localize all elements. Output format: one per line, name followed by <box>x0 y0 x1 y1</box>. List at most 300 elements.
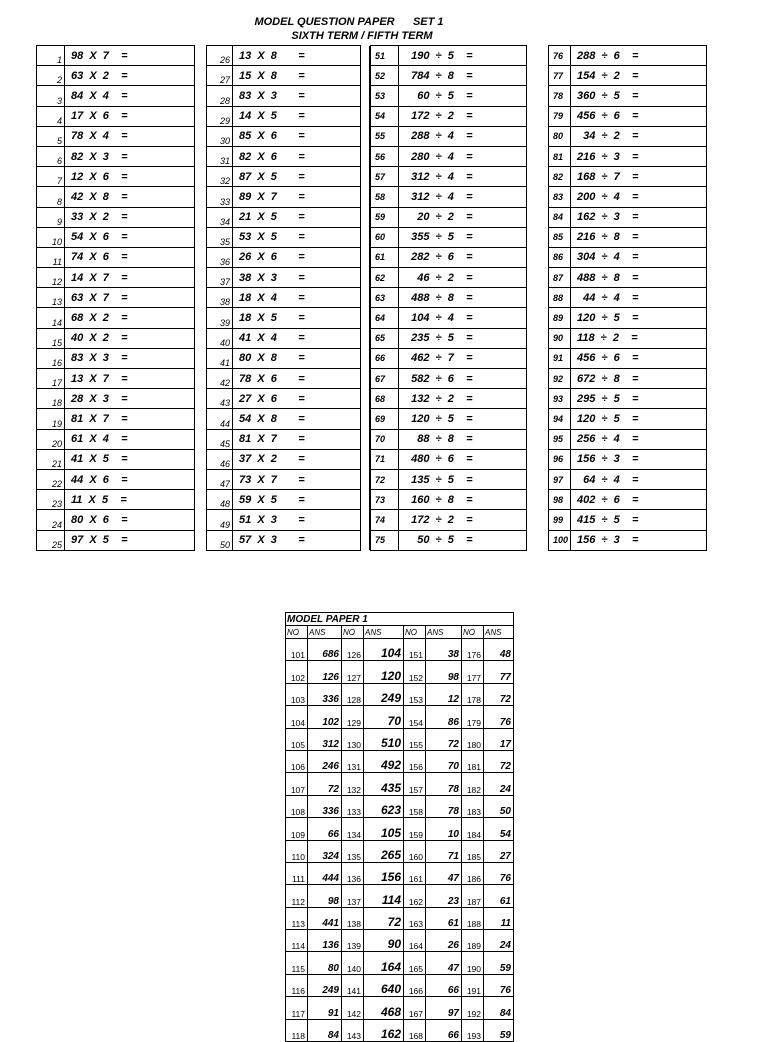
answer-number: 188 <box>462 907 484 929</box>
answer-number: 164 <box>404 930 426 952</box>
question-row <box>549 207 707 227</box>
answer-number: 102 <box>286 661 308 683</box>
question-number: 31 <box>207 146 233 166</box>
question-row <box>207 429 370 449</box>
answer-value: 12 <box>426 683 462 705</box>
question-expression: 295 ÷ 5 = <box>571 389 707 409</box>
answer-number: 189 <box>462 930 484 952</box>
question-expression: 12 X 6 = <box>65 167 195 187</box>
question-number: 76 <box>549 46 571 66</box>
question-row <box>37 187 195 207</box>
question-number: 3 <box>37 86 65 106</box>
question-expression: 13 X 7 = <box>65 369 195 389</box>
question-row <box>207 510 370 530</box>
answer-row <box>286 930 514 952</box>
question-block-4 <box>548 45 707 551</box>
question-number: 21 <box>37 449 65 469</box>
question-number: 54 <box>371 106 399 126</box>
question-expression: 11 X 5 = <box>65 490 195 510</box>
question-row <box>549 146 707 166</box>
question-row <box>371 66 527 86</box>
question-row <box>371 106 527 126</box>
answer-value: 105 <box>364 818 404 840</box>
question-row <box>37 106 195 126</box>
question-expression: 42 X 8 = <box>65 187 195 207</box>
question-row <box>207 126 370 146</box>
question-row <box>549 46 707 66</box>
question-row <box>371 247 527 267</box>
question-number: 26 <box>207 46 233 66</box>
question-expression: 14 X 7 = <box>65 268 195 288</box>
answer-value: 102 <box>308 706 342 728</box>
question-expression: 415 ÷ 5 = <box>571 510 707 530</box>
question-expression: 480 ÷ 6 = <box>399 449 527 469</box>
question-expression: 89 X 7 = <box>233 187 361 207</box>
question-row <box>37 227 195 247</box>
question-number: 52 <box>371 66 399 86</box>
answer-col-no-header: NO <box>342 626 364 639</box>
question-expression: 41 X 4 = <box>233 328 361 348</box>
question-expression: 18 X 5 = <box>233 308 361 328</box>
question-number: 74 <box>371 510 399 530</box>
answer-value: 50 <box>484 795 514 817</box>
answer-row <box>286 728 514 750</box>
question-row <box>549 389 707 409</box>
question-row <box>37 46 195 66</box>
question-expression: 120 ÷ 5 = <box>571 409 707 429</box>
answer-number: 112 <box>286 885 308 907</box>
answer-number: 131 <box>342 750 364 772</box>
question-number: 19 <box>37 409 65 429</box>
answer-value: 48 <box>484 639 514 661</box>
spacer-cell <box>361 46 370 66</box>
question-number: 2 <box>37 66 65 86</box>
question-row <box>371 146 527 166</box>
question-expression: 360 ÷ 5 = <box>571 86 707 106</box>
answer-number: 178 <box>462 683 484 705</box>
question-row <box>37 86 195 106</box>
question-expression: 59 X 5 = <box>233 490 361 510</box>
question-number: 22 <box>37 469 65 489</box>
answer-value: 126 <box>308 661 342 683</box>
question-row <box>549 167 707 187</box>
question-row <box>371 409 527 429</box>
question-number: 66 <box>371 348 399 368</box>
answer-row <box>286 639 514 661</box>
question-number: 47 <box>207 469 233 489</box>
question-number: 11 <box>37 247 65 267</box>
question-expression: 97 X 5 = <box>65 530 195 550</box>
answer-value: 17 <box>484 728 514 750</box>
question-number: 64 <box>371 308 399 328</box>
question-row <box>549 530 707 550</box>
answer-row <box>286 952 514 974</box>
question-number: 16 <box>37 348 65 368</box>
answer-number: 152 <box>404 661 426 683</box>
answer-value: 47 <box>426 862 462 884</box>
question-row <box>37 167 195 187</box>
question-row <box>371 308 527 328</box>
question-row <box>549 227 707 247</box>
question-expression: 172 ÷ 2 = <box>399 510 527 530</box>
question-row <box>371 510 527 530</box>
answer-number: 137 <box>342 885 364 907</box>
answer-number: 128 <box>342 683 364 705</box>
spacer-cell <box>361 449 370 469</box>
question-expression: 172 ÷ 2 = <box>399 106 527 126</box>
question-expression: 80 X 6 = <box>65 510 195 530</box>
answer-number: 139 <box>342 930 364 952</box>
answer-row <box>286 974 514 996</box>
answer-number: 185 <box>462 840 484 862</box>
question-expression: 50 ÷ 5 = <box>399 530 527 550</box>
answer-value: 164 <box>364 952 404 974</box>
question-row <box>37 490 195 510</box>
spacer-cell <box>361 389 370 409</box>
answer-value: 510 <box>364 728 404 750</box>
answer-value: 120 <box>364 661 404 683</box>
question-number: 4 <box>37 106 65 126</box>
spacer-cell <box>361 288 370 308</box>
answer-value: 61 <box>484 885 514 907</box>
answer-value: 84 <box>308 1019 342 1041</box>
question-number: 61 <box>371 247 399 267</box>
question-expression: 456 ÷ 6 = <box>571 106 707 126</box>
question-expression: 168 ÷ 7 = <box>571 167 707 187</box>
answer-value: 84 <box>484 997 514 1019</box>
question-number: 98 <box>549 490 571 510</box>
question-row <box>37 247 195 267</box>
answer-row <box>286 750 514 772</box>
question-row <box>371 126 527 146</box>
question-row <box>207 187 370 207</box>
answer-value: 72 <box>364 907 404 929</box>
question-row <box>37 328 195 348</box>
answer-value: 90 <box>364 930 404 952</box>
answer-value: 249 <box>364 683 404 705</box>
question-number: 29 <box>207 106 233 126</box>
question-number: 71 <box>371 449 399 469</box>
answer-number: 184 <box>462 818 484 840</box>
answer-value: 72 <box>426 728 462 750</box>
question-expression: 120 ÷ 5 = <box>571 308 707 328</box>
answer-number: 182 <box>462 773 484 795</box>
answer-number: 167 <box>404 997 426 1019</box>
question-number: 10 <box>37 227 65 247</box>
answer-row <box>286 840 514 862</box>
question-number: 23 <box>37 490 65 510</box>
question-row <box>371 328 527 348</box>
question-number: 99 <box>549 510 571 530</box>
question-number: 63 <box>371 288 399 308</box>
question-expression: 120 ÷ 5 = <box>399 409 527 429</box>
question-row <box>549 369 707 389</box>
question-number: 39 <box>207 308 233 328</box>
paper-title: MODEL QUESTION PAPER SET 1 <box>254 16 444 28</box>
answer-number: 190 <box>462 952 484 974</box>
question-row <box>549 429 707 449</box>
answer-value: 435 <box>364 773 404 795</box>
question-expression: 672 ÷ 8 = <box>571 369 707 389</box>
answer-value: 441 <box>308 907 342 929</box>
question-number: 35 <box>207 227 233 247</box>
answer-value: 76 <box>484 862 514 884</box>
question-expression: 456 ÷ 6 = <box>571 348 707 368</box>
answer-col-ans-header: ANS <box>484 626 514 639</box>
spacer-cell <box>361 126 370 146</box>
question-expression: 132 ÷ 2 = <box>399 389 527 409</box>
question-number: 65 <box>371 328 399 348</box>
answer-value: 59 <box>484 1019 514 1041</box>
question-row <box>207 146 370 166</box>
question-row <box>549 126 707 146</box>
question-row <box>207 167 370 187</box>
question-row <box>37 308 195 328</box>
answer-number: 129 <box>342 706 364 728</box>
question-number: 84 <box>549 207 571 227</box>
question-expression: 288 ÷ 4 = <box>399 126 527 146</box>
question-expression: 81 X 7 = <box>233 429 361 449</box>
question-number: 1 <box>37 46 65 66</box>
answer-number: 101 <box>286 639 308 661</box>
question-number: 78 <box>549 86 571 106</box>
answer-number: 158 <box>404 795 426 817</box>
question-number: 43 <box>207 389 233 409</box>
question-expression: 488 ÷ 8 = <box>399 288 527 308</box>
question-number: 79 <box>549 106 571 126</box>
answer-value: 72 <box>308 773 342 795</box>
question-row <box>371 268 527 288</box>
spacer-cell <box>361 429 370 449</box>
question-expression: 21 X 5 = <box>233 207 361 227</box>
question-expression: 41 X 5 = <box>65 449 195 469</box>
answer-number: 126 <box>342 639 364 661</box>
answer-number: 130 <box>342 728 364 750</box>
answer-row <box>286 795 514 817</box>
question-expression: 63 X 2 = <box>65 66 195 86</box>
question-row <box>37 469 195 489</box>
question-expression: 784 ÷ 8 = <box>399 66 527 86</box>
answer-value: 91 <box>308 997 342 1019</box>
question-number: 30 <box>207 126 233 146</box>
question-row <box>207 530 370 550</box>
question-row <box>549 66 707 86</box>
answer-number: 155 <box>404 728 426 750</box>
question-number: 51 <box>371 46 399 66</box>
question-expression: 83 X 3 = <box>233 86 361 106</box>
question-row <box>207 227 370 247</box>
question-expression: 54 X 6 = <box>65 227 195 247</box>
answer-value: 324 <box>308 840 342 862</box>
answer-number: 133 <box>342 795 364 817</box>
spacer-cell <box>361 187 370 207</box>
question-expression: 78 X 6 = <box>233 369 361 389</box>
spacer-cell <box>361 268 370 288</box>
answer-number: 141 <box>342 974 364 996</box>
question-row <box>549 247 707 267</box>
answer-number: 157 <box>404 773 426 795</box>
question-row <box>207 369 370 389</box>
answer-number: 166 <box>404 974 426 996</box>
question-expression: 462 ÷ 7 = <box>399 348 527 368</box>
answer-value: 10 <box>426 818 462 840</box>
question-expression: 488 ÷ 8 = <box>571 268 707 288</box>
question-number: 70 <box>371 429 399 449</box>
question-row <box>37 126 195 146</box>
question-number: 94 <box>549 409 571 429</box>
question-row <box>371 46 527 66</box>
answer-number: 162 <box>404 885 426 907</box>
answer-value: 24 <box>484 930 514 952</box>
answer-value: 59 <box>484 952 514 974</box>
question-number: 96 <box>549 449 571 469</box>
question-row <box>371 389 527 409</box>
answer-table-title: MODEL PAPER 1 <box>286 613 514 626</box>
question-number: 38 <box>207 288 233 308</box>
answer-value: 104 <box>364 639 404 661</box>
answer-value: 70 <box>426 750 462 772</box>
spacer-cell <box>361 348 370 368</box>
answer-value: 66 <box>426 974 462 996</box>
question-number: 83 <box>549 187 571 207</box>
question-row <box>37 449 195 469</box>
question-expression: 44 X 6 = <box>65 469 195 489</box>
question-number: 72 <box>371 469 399 489</box>
answer-number: 160 <box>404 840 426 862</box>
question-expression: 15 X 8 = <box>233 66 361 86</box>
question-number: 7 <box>37 167 65 187</box>
question-expression: 38 X 3 = <box>233 268 361 288</box>
question-row <box>37 268 195 288</box>
answer-number: 168 <box>404 1019 426 1041</box>
question-block-1 <box>36 45 195 551</box>
question-expression: 74 X 6 = <box>65 247 195 267</box>
answer-value: 162 <box>364 1019 404 1041</box>
answer-number: 186 <box>462 862 484 884</box>
answer-value: 97 <box>426 997 462 1019</box>
question-row <box>371 490 527 510</box>
question-number: 75 <box>371 530 399 550</box>
question-number: 73 <box>371 490 399 510</box>
question-number: 42 <box>207 369 233 389</box>
answer-number: 115 <box>286 952 308 974</box>
question-expression: 44 ÷ 4 = <box>571 288 707 308</box>
answer-value: 444 <box>308 862 342 884</box>
answer-row <box>286 907 514 929</box>
question-row <box>207 207 370 227</box>
answer-number: 127 <box>342 661 364 683</box>
answer-number: 132 <box>342 773 364 795</box>
answer-number: 116 <box>286 974 308 996</box>
answer-value: 336 <box>308 683 342 705</box>
question-expression: 63 X 7 = <box>65 288 195 308</box>
question-expression: 154 ÷ 2 = <box>571 66 707 86</box>
answer-value: 468 <box>364 997 404 1019</box>
question-expression: 88 ÷ 8 = <box>399 429 527 449</box>
answer-number: 154 <box>404 706 426 728</box>
answer-value: 623 <box>364 795 404 817</box>
spacer-cell <box>361 308 370 328</box>
question-expression: 312 ÷ 4 = <box>399 167 527 187</box>
question-expression: 20 ÷ 2 = <box>399 207 527 227</box>
question-expression: 78 X 4 = <box>65 126 195 146</box>
question-row <box>549 348 707 368</box>
spacer-cell <box>361 207 370 227</box>
answer-col-no-header: NO <box>462 626 484 639</box>
question-row <box>37 389 195 409</box>
answer-value: 86 <box>426 706 462 728</box>
answer-value: 312 <box>308 728 342 750</box>
question-row <box>549 328 707 348</box>
question-expression: 18 X 4 = <box>233 288 361 308</box>
question-number: 53 <box>371 86 399 106</box>
question-expression: 156 ÷ 3 = <box>571 530 707 550</box>
question-row <box>37 429 195 449</box>
answer-number: 110 <box>286 840 308 862</box>
question-expression: 216 ÷ 8 = <box>571 227 707 247</box>
question-row <box>549 86 707 106</box>
question-row <box>207 389 370 409</box>
question-row <box>37 530 195 550</box>
question-number: 37 <box>207 268 233 288</box>
answer-number: 180 <box>462 728 484 750</box>
question-number: 20 <box>37 429 65 449</box>
question-number: 15 <box>37 328 65 348</box>
question-expression: 60 ÷ 5 = <box>399 86 527 106</box>
answer-number: 134 <box>342 818 364 840</box>
question-block-2 <box>206 45 370 551</box>
question-row <box>371 348 527 368</box>
answer-number: 108 <box>286 795 308 817</box>
answer-value: 686 <box>308 639 342 661</box>
question-expression: 17 X 6 = <box>65 106 195 126</box>
question-row <box>371 530 527 550</box>
answer-number: 111 <box>286 862 308 884</box>
answer-number: 187 <box>462 885 484 907</box>
question-row <box>207 409 370 429</box>
question-number: 90 <box>549 328 571 348</box>
question-row <box>549 510 707 530</box>
question-row <box>549 288 707 308</box>
answer-value: 249 <box>308 974 342 996</box>
question-number: 27 <box>207 66 233 86</box>
answer-row <box>286 683 514 705</box>
question-row <box>549 308 707 328</box>
answer-number: 118 <box>286 1019 308 1041</box>
question-expression: 355 ÷ 5 = <box>399 227 527 247</box>
spacer-cell <box>361 86 370 106</box>
answer-col-no-header: NO <box>404 626 426 639</box>
question-number: 24 <box>37 510 65 530</box>
answer-number: 165 <box>404 952 426 974</box>
question-row <box>207 288 370 308</box>
question-number: 12 <box>37 268 65 288</box>
answer-col-no-header: NO <box>286 626 308 639</box>
question-expression: 104 ÷ 4 = <box>399 308 527 328</box>
question-expression: 13 X 8 = <box>233 46 361 66</box>
question-row <box>207 449 370 469</box>
answer-value: 98 <box>308 885 342 907</box>
spacer-cell <box>361 409 370 429</box>
question-number: 28 <box>207 86 233 106</box>
question-row <box>371 449 527 469</box>
answer-row <box>286 706 514 728</box>
answer-value: 66 <box>308 818 342 840</box>
answer-value: 27 <box>484 840 514 862</box>
question-expression: 288 ÷ 6 = <box>571 46 707 66</box>
question-expression: 200 ÷ 4 = <box>571 187 707 207</box>
spacer-cell <box>361 490 370 510</box>
